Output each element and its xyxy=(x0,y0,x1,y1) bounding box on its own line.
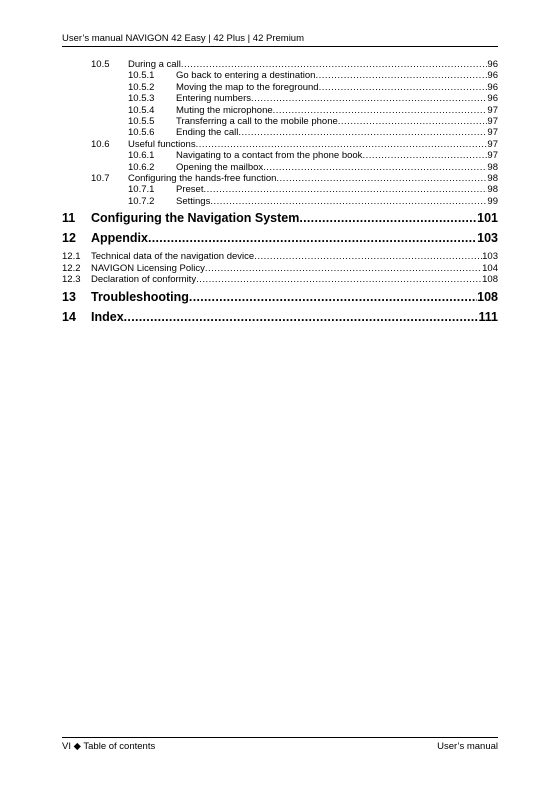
toc-chapter-entry[interactable] xyxy=(62,231,498,246)
toc-chapter-entry[interactable] xyxy=(62,310,498,325)
toc-entry-title: Opening the mailbox xyxy=(176,161,264,173)
toc-entry-page: 98 xyxy=(487,173,498,185)
toc-entry-page: 104 xyxy=(482,262,498,274)
toc-entry-number: 10.5.5 xyxy=(128,116,155,128)
toc-section-entry[interactable] xyxy=(62,139,498,150)
toc-entry-page: 101 xyxy=(477,211,498,226)
toc-entry-title: Moving the map to the foreground xyxy=(176,81,319,93)
toc-dot-leader xyxy=(196,274,482,285)
toc-entry-number: 12.3 xyxy=(62,274,81,286)
toc-chapter-entry[interactable] xyxy=(62,290,498,305)
toc-entry-number: 10.6.2 xyxy=(128,161,155,173)
running-header: User’s manual NAVIGON 42 Easy | 42 Plus | 42 Premium xyxy=(62,33,304,44)
toc-section-entry[interactable] xyxy=(62,150,498,161)
toc-dot-leader xyxy=(238,127,487,138)
toc-entry-page: 97 xyxy=(487,127,498,139)
toc-dot-leader xyxy=(319,82,488,93)
toc-entry-page: 96 xyxy=(487,93,498,105)
header-divider xyxy=(62,46,498,47)
toc-entry-title: Useful functions xyxy=(128,138,196,150)
toc-entry-page: 96 xyxy=(487,81,498,93)
toc-entry-title: Settings xyxy=(176,195,211,207)
toc-section-entry[interactable] xyxy=(62,127,498,138)
toc-entry-page: 98 xyxy=(487,184,498,196)
toc-entry-title: Configuring the Navigation System xyxy=(91,211,300,226)
footer-manual-label: User’s manual xyxy=(437,741,498,752)
toc-dot-leader xyxy=(276,173,487,184)
toc-entry-page: 103 xyxy=(477,231,498,246)
toc-entry-number: 11 xyxy=(62,211,76,226)
toc-dot-leader xyxy=(263,162,487,173)
toc-entry-page: 108 xyxy=(482,274,498,286)
toc-entry-number: 10.6 xyxy=(91,138,110,150)
toc-section-entry[interactable] xyxy=(62,162,498,173)
toc-entry-number: 10.5.4 xyxy=(128,104,155,116)
toc-entry-title: Ending the call xyxy=(176,127,239,139)
toc-entry-title: Preset xyxy=(176,184,204,196)
toc-entry-page: 96 xyxy=(487,70,498,82)
toc-dot-leader xyxy=(299,211,477,226)
toc-entry-title: Muting the microphone xyxy=(176,104,273,116)
toc-entry-page: 97 xyxy=(487,150,498,162)
toc-entry-page: 96 xyxy=(487,59,498,70)
toc-dot-leader xyxy=(254,251,482,262)
toc-entry-number: 10.7.1 xyxy=(128,184,155,196)
toc-entry-title: Navigating to a contact from the phone book xyxy=(176,150,363,162)
toc-entry-number: 12.1 xyxy=(62,251,81,263)
toc-dot-leader xyxy=(210,196,487,207)
toc-dot-leader xyxy=(251,93,487,104)
toc-dot-leader xyxy=(124,310,479,325)
toc-entry-title: Configuring the hands-free function xyxy=(128,173,277,185)
table-of-contents xyxy=(62,59,498,330)
toc-entry-number: 10.7 xyxy=(91,173,110,185)
toc-entry-title: Declaration of conformity xyxy=(91,274,197,286)
toc-dot-leader xyxy=(196,139,488,150)
toc-dot-leader xyxy=(205,263,482,274)
toc-entry-title: Technical data of the navigation device xyxy=(91,251,255,263)
toc-chapter-entry[interactable] xyxy=(62,211,498,226)
toc-entry-page: 97 xyxy=(487,138,498,150)
toc-section-entry[interactable] xyxy=(62,59,498,70)
toc-entry-title: Troubleshooting xyxy=(91,289,189,304)
toc-entry-number: 10.5.3 xyxy=(128,93,155,105)
toc-section-entry[interactable] xyxy=(62,105,498,116)
toc-entry-number: 13 xyxy=(62,289,76,304)
toc-dot-leader xyxy=(189,290,477,305)
toc-entry-title: NAVIGON Licensing Policy xyxy=(91,262,205,274)
toc-section-entry[interactable] xyxy=(62,184,498,195)
toc-entry-title: Entering numbers xyxy=(176,93,251,105)
toc-dot-leader xyxy=(338,116,488,127)
toc-entry-number: 14 xyxy=(62,309,76,324)
toc-entry-page: 98 xyxy=(487,161,498,173)
toc-entry-number: 10.6.1 xyxy=(128,150,155,162)
toc-entry-page: 97 xyxy=(487,116,498,128)
footer-divider xyxy=(62,737,498,738)
toc-entry-number: 10.5 xyxy=(91,59,110,70)
toc-entry-title: Appendix xyxy=(91,231,148,246)
toc-entry-page: 97 xyxy=(487,104,498,116)
toc-entry-title: During a call xyxy=(128,59,181,70)
toc-entry-title: Go back to entering a destination xyxy=(176,70,316,82)
toc-entry-page: 103 xyxy=(482,251,498,263)
toc-section-entry[interactable] xyxy=(62,93,498,104)
toc-entry-page: 99 xyxy=(487,195,498,207)
toc-dot-leader xyxy=(181,59,488,70)
toc-section-entry[interactable] xyxy=(62,251,498,262)
toc-section-entry[interactable] xyxy=(62,173,498,184)
toc-section-entry[interactable] xyxy=(62,116,498,127)
toc-dot-leader xyxy=(273,105,488,116)
toc-entry-page: 111 xyxy=(478,309,498,324)
footer-section-label: VI ◆ Table of contents xyxy=(62,741,156,752)
toc-dot-leader xyxy=(148,231,477,246)
toc-section-entry[interactable] xyxy=(62,274,498,285)
toc-entry-number: 10.5.6 xyxy=(128,127,155,139)
toc-entry-number: 10.5.1 xyxy=(128,70,155,82)
toc-entry-number: 10.5.2 xyxy=(128,81,155,93)
toc-entry-number: 10.7.2 xyxy=(128,195,155,207)
toc-entry-title: Transferring a call to the mobile phone xyxy=(176,116,338,128)
toc-entry-title: Index xyxy=(91,309,124,324)
toc-section-entry[interactable] xyxy=(62,70,498,81)
toc-section-entry[interactable] xyxy=(62,196,498,207)
toc-dot-leader xyxy=(315,70,487,81)
toc-entry-number: 12 xyxy=(62,231,76,246)
toc-dot-leader xyxy=(203,184,487,195)
toc-entry-page: 108 xyxy=(477,289,498,304)
toc-section-entry[interactable] xyxy=(62,82,498,93)
toc-entry-number: 12.2 xyxy=(62,262,81,274)
toc-section-entry[interactable] xyxy=(62,263,498,274)
toc-dot-leader xyxy=(362,150,487,161)
